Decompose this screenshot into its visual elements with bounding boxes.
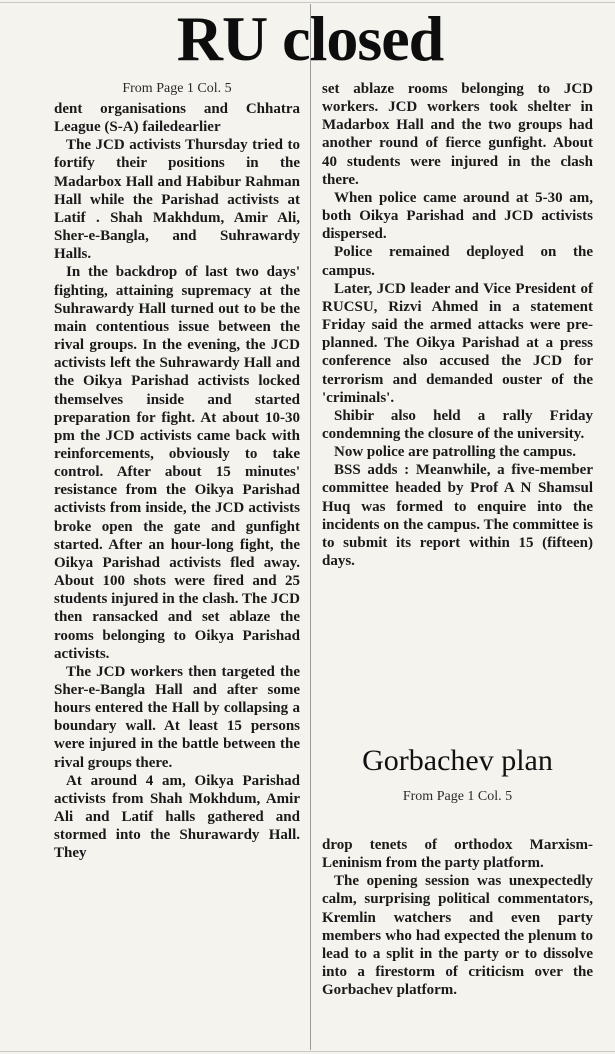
paragraph: BSS adds : Meanwhile, a five-member committee headed by Prof A N Shamsul Huq was formed to enquire into the incidents on the campus. The committee is to submit its report within 15 (fifteen) days. bbox=[322, 462, 593, 570]
paragraph: At around 4 am, Oikya Parishad activists from Shah Mokhdum, Amir Ali and Latif halls gathered and stormed into the Shurawardy Hall. They bbox=[54, 772, 300, 862]
paragraph: Later, JCD leader and Vice President of RUCSU, Rizvi Ahmed in a statement Friday said the armed attacks were pre-planned. The Oikya Parishad at a press conference also accused the JCD for terrorism and demanded ouster of the 'criminals'. bbox=[322, 280, 593, 406]
paragraph: Police remained deployed on the campus. bbox=[322, 244, 593, 279]
paragraph: dent organisations and Chhatra League (S-A) failedearlier bbox=[54, 101, 300, 136]
main-headline: RU closed bbox=[176, 3, 444, 74]
paragraph: set ablaze rooms belonging to JCD workers. JCD workers took shelter in Madarbox Hall and the two groups had another round of fierce gunfight. About 40 students were injured in the clash there. bbox=[322, 81, 593, 188]
paragraph: Shibir also held a rally Friday condemning the closure of the university. bbox=[322, 407, 593, 442]
right-column bbox=[322, 80, 593, 570]
continued-from-label: From Page 1 Col. 5 bbox=[122, 81, 232, 96]
gorbachev-continued-label: From Page 1 Col. 5 bbox=[402, 789, 513, 804]
left-column bbox=[54, 80, 300, 863]
paragraph: The JCD activists Thursday tried to fortify their positions in the Madarbox Hall and Habibur Rahman Hall while the Parishad activists at Latif . Shah Makhdum, Amir Ali, Sher-e-Bangla, and Suhrawardy Halls. bbox=[54, 137, 300, 263]
bottom-rule bbox=[0, 1051, 615, 1052]
gorbachev-headline: Gorbachev plan bbox=[362, 744, 553, 777]
paragraph: In the backdrop of last two days' fighting, attaining supremacy at the Suhrawardy Hall turned out to be the main contentious issue between the rival groups. In the evening, the JCD activists left the Suhrawardy Hall and the Oikya Parishad activists locked themselves inside and started preparation for fight. At about 10-30 pm the JCD activists came back with reinforcements, obviously to take control. After about 15 minutes' resistance from the Oikya Parishad activists from inside, the JCD activists broke open the gate and gunfight started. After an hour-long fight, the Oikya Parishad activists fled away. About 100 shots were fired and 25 students injured in the clash. The JCD then ransacked and set ablaze the rooms belonging to Oikya Parishad activists. bbox=[54, 264, 300, 662]
paragraph: Now police are patrolling the campus. bbox=[334, 444, 576, 461]
paragraph: When police came around at 5-30 am, both Oikya Parishad and JCD activists dispersed. bbox=[322, 189, 593, 243]
paragraph: The JCD workers then targeted the Sher-e-Bangla Hall and after some hours entered the Hall by collapsing a boundary wall. At least 15 persons were injured in the battle between the rival groups there. bbox=[54, 663, 300, 771]
gorbachev-column bbox=[322, 836, 593, 999]
column-divider bbox=[310, 4, 311, 1050]
paragraph: drop tenets of orthodox Marxism-Leninism from the party platform. bbox=[322, 837, 593, 872]
paragraph: The opening session was unexpectedly calm, surprising political commentators, Kremlin watchers and even party members who had expected the plenum to lead to a split in the party or to dissolve into a firestorm of criticism over the Gorbachev platform. bbox=[322, 873, 593, 999]
